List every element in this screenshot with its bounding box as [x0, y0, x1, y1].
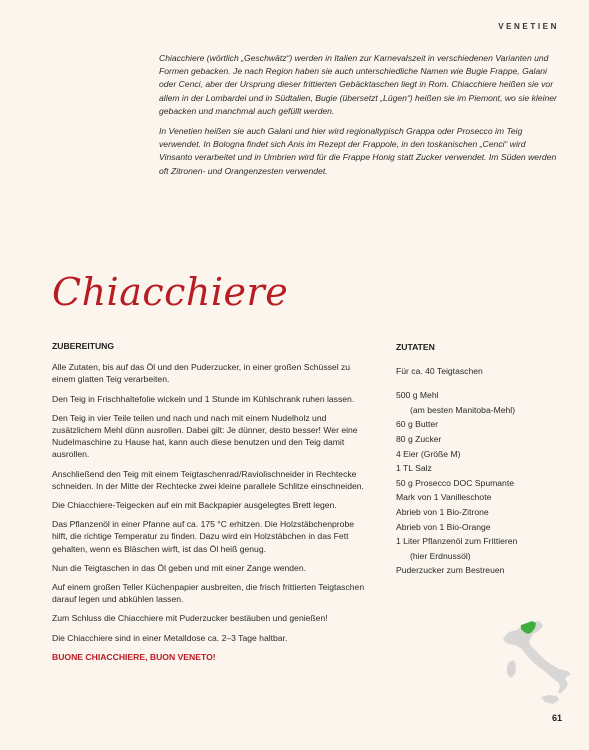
preparation-step: Zum Schluss die Chiacchiere mit Puderzucker bestäuben und genießen!: [52, 613, 328, 624]
preparation-step: Den Teig in Frischhaltefolie wickeln und 1 Stunde im Kühlschrank ruhen lassen.: [52, 393, 355, 404]
ingredient-item: 500 g Mehl: [396, 390, 439, 401]
preparation-step: Auf einem großen Teller Küchenpapier ausbreiten, die frisch frittierten Teigtaschen darauf legen und abkühlen lassen.: [52, 582, 365, 605]
region-header: VENETIEN: [498, 22, 559, 31]
sardinia-shape: [507, 660, 516, 678]
preparation-section: [52, 340, 370, 670]
italy-map-icon: [497, 612, 577, 710]
ingredient-item: 1 TL Salz: [396, 463, 432, 474]
ingredient-item: Mark von 1 Vanilleschote: [396, 492, 492, 503]
preparation-step: Alle Zutaten, bis auf das Öl und den Puderzucker, in einer großen Schüssel zu einem glatten Teig verarbeiten.: [52, 362, 351, 385]
ingredient-item: 1 Liter Pflanzenöl zum Frittieren: [396, 536, 518, 547]
preparation-heading: ZUBEREITUNG: [52, 341, 115, 351]
ingredients-list: [396, 388, 566, 578]
ingredient-item: Abrieb von 1 Bio-Orange: [396, 521, 491, 532]
ingredients-heading: ZUTATEN: [396, 342, 435, 352]
preparation-step: Den Teig in vier Teile teilen und nach und nach mit einem Nudelholz und zusätzlichem Mehl dünn ausrollen. Dabei gilt: Je dünner, desto besser! Wer eine Nudelmaschine zu Hause hat, kann auch diese benutzen und den Teig damit ausrollen.: [52, 412, 358, 460]
closing-line: BUONE CHIACCHIERE, BUON VENETO!: [52, 651, 216, 662]
preparation-step: Die Chiacchiere sind in einer Metalldose ca. 2–3 Tage haltbar.: [52, 632, 288, 643]
preparation-step: Nun die Teigtaschen in das Öl geben und mit einer Zange wenden.: [52, 562, 307, 573]
ingredient-note: (hier Erdnussöl): [410, 550, 471, 561]
intro-paragraph-1: Chiacchiere (wörtlich „Geschwätz“) werden in Italien zur Karnevalszeit in verschiedenen Varianten und Formen gebacken. Je nach Region haben sie auch unterschiedliche Namen wie Bugie Frappe, Galani oder Cenci, aber der Ursprung dieser frittierten Gebäcktaschen liegt in Rom. Chiacchiere heißen sie vor allem in der Lombardei und in Südtalien, Bugie (übersetzt „Lügen“) heißen sie im Piemont, wo sie kleiner gebacken und manchmal auch gefüllt werden.: [159, 53, 557, 116]
ingredient-item: 50 g Prosecco DOC Spumante: [396, 477, 514, 488]
intro-text: [159, 52, 559, 185]
italy-mainland-shape: [503, 621, 571, 694]
recipe-title: Chiacchiere: [52, 270, 289, 314]
ingredients-section: [396, 340, 566, 578]
servings-note: Für ca. 40 Teigtaschen: [396, 365, 483, 376]
page-number: 61: [551, 713, 562, 723]
sicily-shape: [541, 695, 559, 704]
ingredient-item: 80 g Zucker: [396, 433, 442, 444]
preparation-step: Anschließend den Teig mit einem Teigtaschenrad/Raviolischneider in Rechtecke schneiden. In der Mitte der Rechtecke zwei kleine parallele Schlitze einschneiden.: [52, 468, 364, 491]
ingredient-note: (am besten Manitoba-Mehl): [410, 404, 516, 415]
ingredient-item: 60 g Butter: [396, 419, 439, 430]
ingredient-item: Puderzucker zum Bestreuen: [396, 565, 505, 576]
preparation-step: Das Pflanzenöl in einer Pfanne auf ca. 175 °C erhitzen. Die Holzstäbchenprobe hilft, die richtige Temperatur zu finden. Dazu wird ein Holzstäbchen in das Fett gehalten, wenn es Bläschen wirft, ist das Öl heiß genug.: [52, 519, 355, 554]
preparation-step: Die Chiacchiere-Teigecken auf ein mit Backpapier ausgelegtes Brett legen.: [52, 500, 337, 511]
ingredient-item: Abrieb von 1 Bio-Zitrone: [396, 506, 489, 517]
intro-paragraph-2: In Venetien heißen sie auch Galani und hier wird regionaltypisch Grappa oder Prosecco im Teig verwendet. In Bologna findet sich Anis im Rezept der Frappole, in den toskanischen „Cenci“ wird Vinsanto verarbeitet und in Umbrien wird für die Frappe Honig statt Zucker verwendet. Im Süden werden oft Zitronen- und Orangenzesten verwendet.: [159, 126, 557, 176]
ingredient-item: 4 Eier (Größe M): [396, 448, 461, 459]
